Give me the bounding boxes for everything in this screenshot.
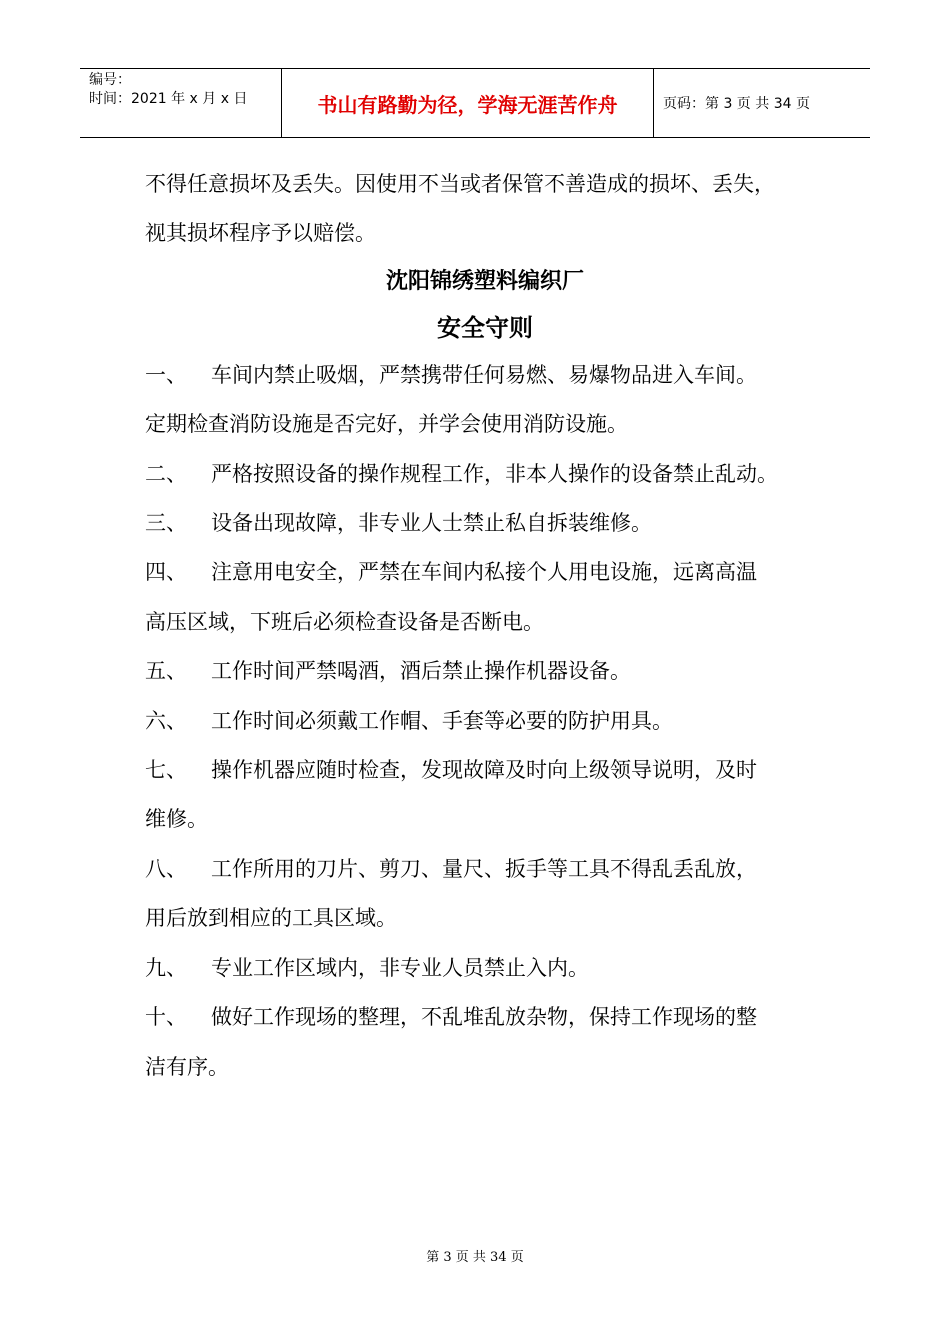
doc-number-label: 编号： xyxy=(89,72,131,88)
rule-item xyxy=(145,697,825,746)
intro-line-1: 不得任意损坏及丢失。因使用不当或者保管不善造成的损坏、丢失， xyxy=(145,172,775,196)
rule-text: 专业工作区域内，非专业人员禁止入内。 xyxy=(211,955,589,980)
rule-item xyxy=(145,845,825,894)
rule-number: 十、 xyxy=(145,1005,187,1030)
rule-number: 六、 xyxy=(145,708,187,733)
rule-continuation: 维修。 xyxy=(145,807,208,832)
rule-continuation: 用后放到相应的工具区域。 xyxy=(145,906,397,931)
rule-number: 八、 xyxy=(145,856,187,881)
rule-continuation: 定期检查消防设施是否完好，并学会使用消防设施。 xyxy=(145,412,628,437)
page-header xyxy=(80,68,870,138)
rule-text: 做好工作现场的整理，不乱堆乱放杂物，保持工作现场的整 xyxy=(211,1005,757,1030)
header-meta xyxy=(80,69,281,137)
document-body xyxy=(145,160,825,1092)
rule-text: 工作时间必须戴工作帽、手套等必要的防护用具。 xyxy=(211,708,673,733)
page-footer: 第 3 页 共 34 页 xyxy=(426,1250,524,1265)
rule-number: 七、 xyxy=(145,758,187,783)
company-title: 沈阳锦绣塑料编织厂 xyxy=(385,268,584,294)
rule-number: 一、 xyxy=(145,362,187,387)
header-motto: 书山有路勤为径，学海无涯苦作舟 xyxy=(281,69,654,137)
rule-text: 操作机器应随时检查，发现故障及时向上级领导说明，及时 xyxy=(211,758,757,783)
rule-continuation: 洁有序。 xyxy=(145,1054,229,1079)
rules-list xyxy=(145,351,825,1092)
rules-title: 安全守则 xyxy=(437,313,533,342)
date-label: 时间：2021 年 x 月 x 日 xyxy=(89,91,248,107)
rule-number: 二、 xyxy=(145,461,187,486)
header-page-info: 页码：第 3 页 共 34 页 xyxy=(663,96,810,112)
rule-number: 五、 xyxy=(145,659,187,684)
rule-item xyxy=(145,351,825,400)
rule-text: 设备出现故障，非专业人士禁止私自拆装维修。 xyxy=(211,511,652,536)
rule-text: 严格按照设备的操作规程工作，非本人操作的设备禁止乱动。 xyxy=(211,461,778,486)
rule-text: 注意用电安全，严禁在车间内私接个人用电设施，远离高温 xyxy=(211,560,757,585)
rule-item xyxy=(145,548,825,597)
rule-text: 工作所用的刀片、剪刀、量尺、扳手等工具不得乱丢乱放， xyxy=(211,856,757,881)
rule-number: 九、 xyxy=(145,955,187,980)
rule-item xyxy=(145,746,825,795)
rule-number: 四、 xyxy=(145,560,187,585)
rule-text: 车间内禁止吸烟，严禁携带任何易燃、易爆物品进入车间。 xyxy=(211,362,757,387)
rule-item xyxy=(145,450,825,499)
rule-number: 三、 xyxy=(145,511,187,536)
rule-item xyxy=(145,993,825,1042)
rule-text: 工作时间严禁喝酒，酒后禁止操作机器设备。 xyxy=(211,659,631,684)
rule-item xyxy=(145,647,825,696)
rule-item xyxy=(145,499,825,548)
rule-continuation: 高压区域，下班后必须检查设备是否断电。 xyxy=(145,609,544,634)
intro-line-2: 视其损坏程序予以赔偿。 xyxy=(145,221,376,246)
rule-item xyxy=(145,944,825,993)
